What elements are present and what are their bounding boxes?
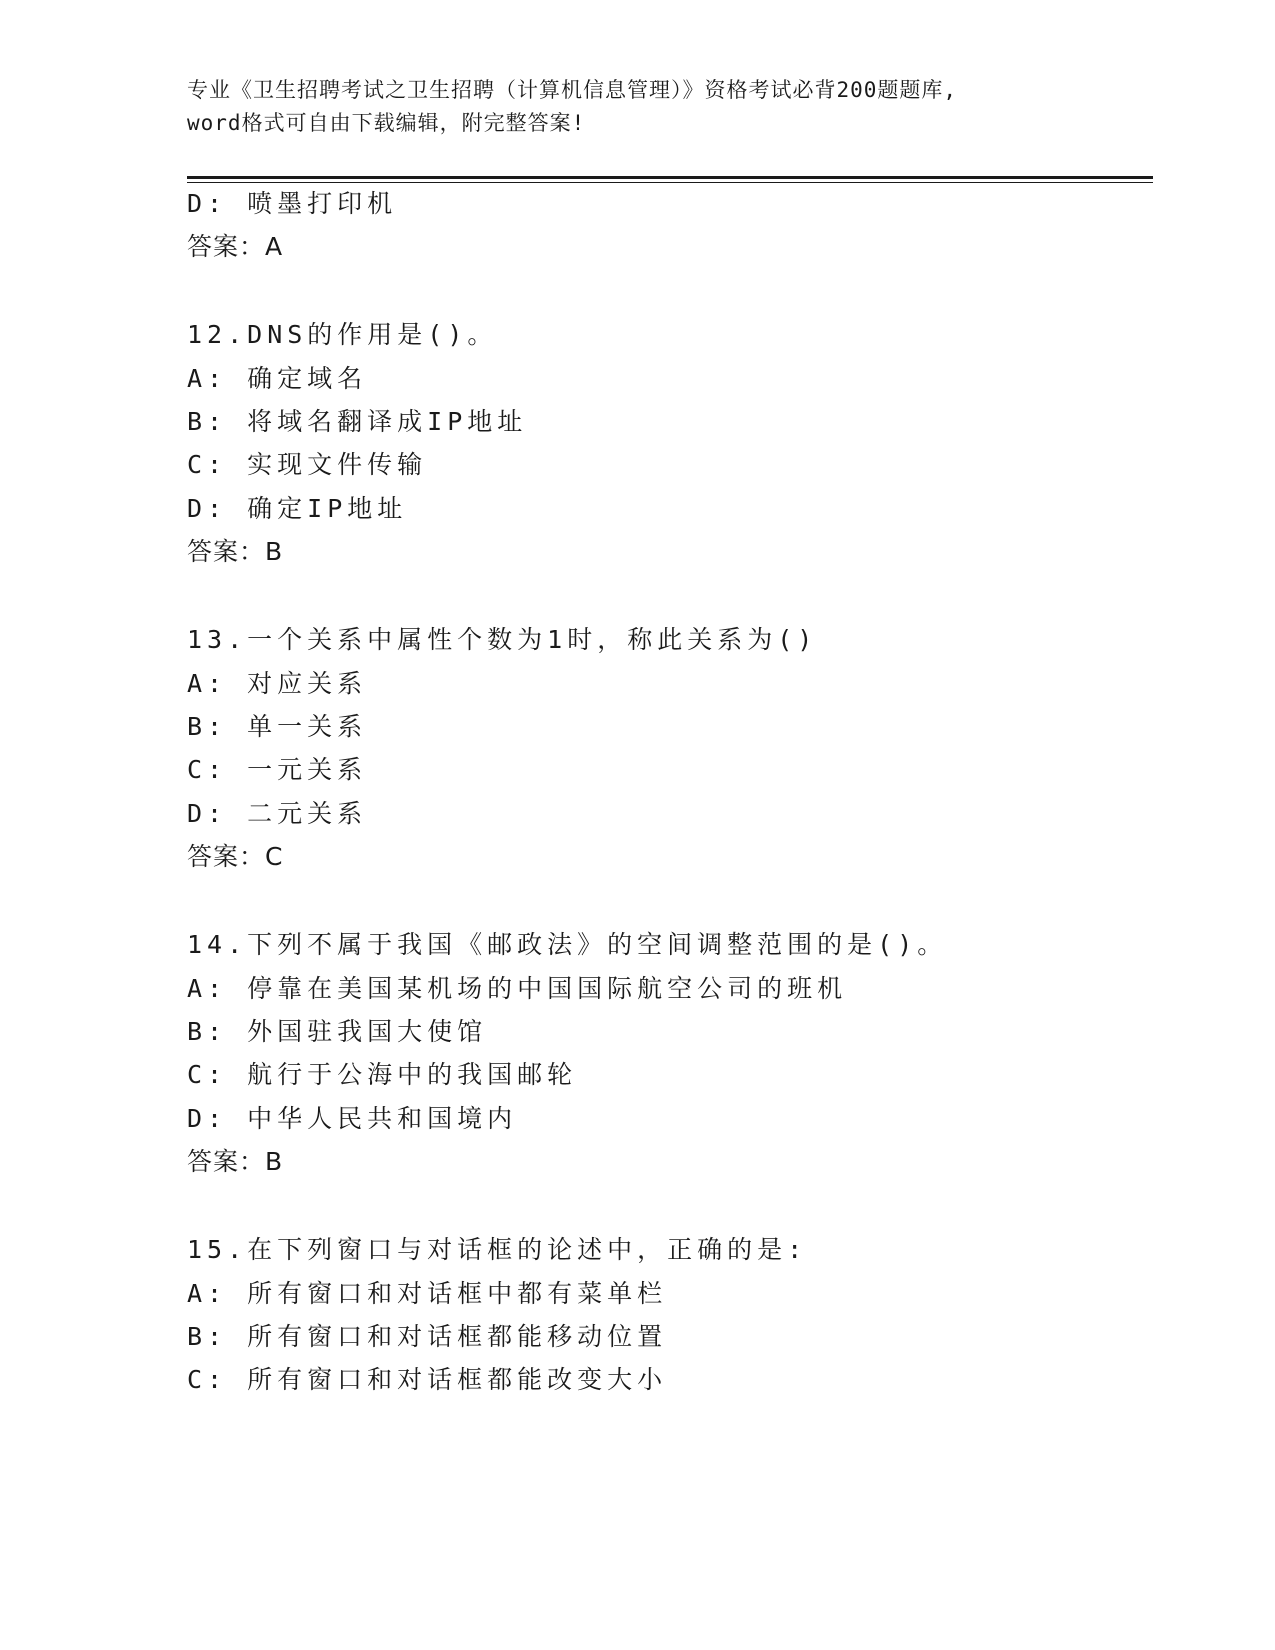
document-header — [187, 74, 1107, 140]
q13-answer: 答案：C — [187, 842, 284, 871]
q15-option-a: A: 所有窗口和对话框中都有菜单栏 — [187, 1279, 668, 1308]
q13-option-b: B: 单一关系 — [187, 712, 368, 741]
q12-option-a: A: 确定域名 — [187, 364, 368, 393]
q11-answer: 答案：A — [187, 232, 284, 261]
q13-option-a: A: 对应关系 — [187, 669, 368, 698]
q13-stem: 13.一个关系中属性个数为1时，称此关系为() — [187, 625, 818, 654]
q12-option-b: B: 将域名翻译成IP地址 — [187, 407, 528, 436]
q14-option-b: B: 外国驻我国大使馆 — [187, 1017, 488, 1046]
q14-option-c: C: 航行于公海中的我国邮轮 — [187, 1060, 578, 1089]
q14-option-a: A: 停靠在美国某机场的中国国际航空公司的班机 — [187, 974, 848, 1003]
header-line-2: word格式可自由下载编辑，附完整答案! — [187, 111, 586, 135]
q12-option-d: D: 确定IP地址 — [187, 494, 408, 523]
q12-stem: 12.DNS的作用是()。 — [187, 320, 498, 349]
header-divider-thick — [187, 176, 1153, 179]
q12-answer: 答案：B — [187, 537, 284, 566]
q14-answer: 答案：B — [187, 1147, 284, 1176]
q12-option-c: C: 实现文件传输 — [187, 450, 428, 479]
header-line-1: 专业《卫生招聘考试之卫生招聘（计算机信息管理）》资格考试必背200题题库, — [187, 78, 958, 102]
q15-stem: 15.在下列窗口与对话框的论述中，正确的是: — [187, 1235, 808, 1264]
q15-option-b: B: 所有窗口和对话框都能移动位置 — [187, 1322, 668, 1351]
q15-option-c: C: 所有窗口和对话框都能改变大小 — [187, 1365, 668, 1394]
header-divider-thin — [187, 182, 1153, 183]
q13-option-d: D: 二元关系 — [187, 799, 368, 828]
q13-option-c: C: 一元关系 — [187, 755, 368, 784]
q14-option-d: D: 中华人民共和国境内 — [187, 1104, 518, 1133]
q11-option-d: D: 喷墨打印机 — [187, 189, 398, 218]
q14-stem: 14.下列不属于我国《邮政法》的空间调整范围的是()。 — [187, 930, 948, 959]
